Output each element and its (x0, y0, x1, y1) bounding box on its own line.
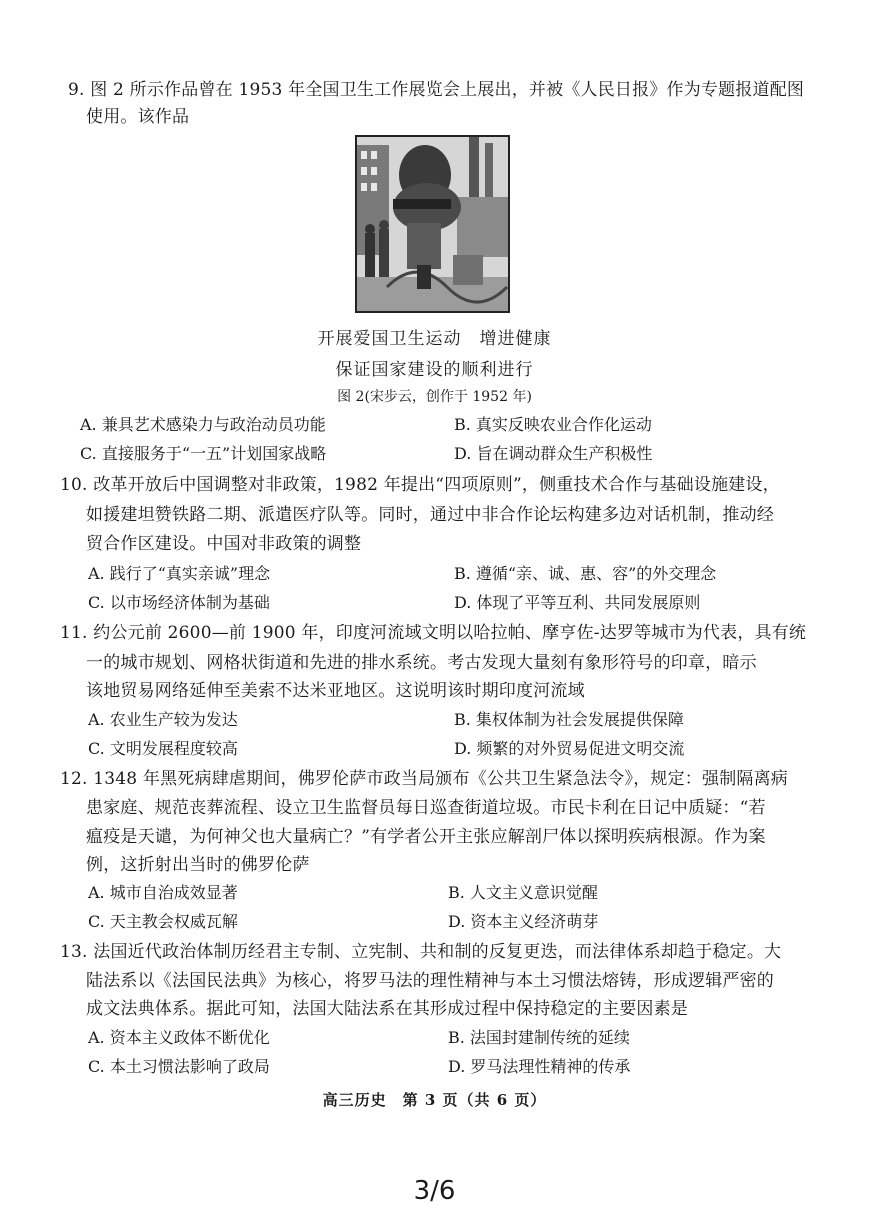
poster-illustration (357, 137, 508, 311)
q10-option-a: A. 践行了“真实亲诚”理念 (88, 564, 271, 583)
q9-stem-line1: 9. 图 2 所示作品曾在 1953 年全国卫生工作展览会上展出，并被《人民日报》作为专题报道配图 (68, 80, 805, 100)
page-indicator: 3/6 (413, 1176, 456, 1206)
q10-stem-line3: 贸合作区建设。中国对非政策的调整 (86, 534, 362, 554)
q11-option-c: C. 文明发展程度较高 (88, 739, 238, 758)
q13-stem-line2: 陆法系以《法国民法典》为核心，将罗马法的理性精神与本土习惯法熔铸，形成逻辑严密的 (86, 971, 774, 991)
page-footer: 高三历史 第 3 页（共 6 页） (322, 1091, 547, 1109)
q11-option-b: B. 集权体制为社会发展提供保障 (454, 710, 684, 729)
q9-option-a: A. 兼具艺术感染力与政治动员功能 (80, 415, 326, 434)
q12-stem-line4: 例，这折射出当时的佛罗伦萨 (86, 855, 310, 875)
q12-stem-line1: 12. 1348 年黑死病肆虐期间，佛罗伦萨市政当局颁布《公共卫生紧急法令》，规定：强制隔离病 (60, 769, 789, 789)
q10-option-c: C. 以市场经济体制为基础 (88, 593, 270, 612)
q9-option-c: C. 直接服务于“一五”计划国家战略 (80, 444, 327, 463)
q13-option-a: A. 资本主义政体不断优化 (88, 1028, 270, 1047)
q12-option-b: B. 人文主义意识觉醒 (448, 883, 598, 902)
figure-caption: 图 2(宋步云，创作于 1952 年) (337, 389, 532, 405)
q11-stem-line3: 该地贸易网络延伸至美索不达米亚地区。这说明该时期印度河流域 (86, 681, 585, 701)
q13-option-b: B. 法国封建制传统的延续 (448, 1028, 630, 1047)
q11-option-a: A. 农业生产较为发达 (88, 710, 238, 729)
q12-stem-line3: 瘟疫是天谴，为何神父也大量病亡？”有学者公开主张应解剖尸体以探明疾病根源。作为案 (86, 827, 766, 847)
poster-slogan-line1: 开展爱国卫生运动 增进健康 (317, 329, 552, 349)
q9-option-d: D. 旨在调动群众生产积极性 (454, 444, 653, 463)
q10-stem-line2: 如援建坦赞铁路二期、派遣医疗队等。同时，通过中非合作论坛构建多边对话机制，推动经 (86, 505, 774, 525)
q13-stem-line1: 13. 法国近代政治体制历经君主专制、立宪制、共和制的反复更迭，而法律体系却趋于稳定。大 (60, 942, 782, 962)
q12-option-c: C. 天主教会权威瓦解 (88, 912, 238, 931)
q9-option-b: B. 真实反映农业合作化运动 (454, 415, 652, 434)
q9-stem-line2: 使用。该作品 (86, 107, 190, 127)
q10-stem-line1: 10. 改革开放后中国调整对非政策，1982 年提出“四项原则”，侧重技术合作与基础设施建设， (60, 475, 780, 495)
q12-option-d: D. 资本主义经济萌芽 (448, 912, 599, 931)
q10-option-b: B. 遵循“亲、诚、惠、容”的外交理念 (454, 564, 717, 583)
q10-option-d: D. 体现了平等互利、共同发展原则 (454, 593, 701, 612)
q11-option-d: D. 频繁的对外贸易促进文明交流 (454, 739, 685, 758)
q13-option-c: C. 本土习惯法影响了政局 (88, 1057, 270, 1076)
q11-stem-line2: 一的城市规划、网格状街道和先进的排水系统。考古发现大量刻有象形符号的印章，暗示 (86, 653, 757, 673)
poster-slogan-line2: 保证国家建设的顺利进行 (335, 360, 534, 380)
q12-option-a: A. 城市自治成效显著 (88, 883, 238, 902)
poster-image (355, 135, 510, 313)
q12-stem-line2: 患家庭、规范丧葬流程、设立卫生监督员每日巡查街道垃圾。市民卡利在日记中质疑：“若 (86, 798, 766, 818)
q13-stem-line3: 成文法典体系。据此可知，法国大陆法系在其形成过程中保持稳定的主要因素是 (86, 999, 688, 1019)
q13-option-d: D. 罗马法理性精神的传承 (448, 1057, 631, 1076)
q11-stem-line1: 11. 约公元前 2600—前 1900 年，印度河流域文明以哈拉帕、摩亨佐-达罗等城市为代表，具有统 (60, 623, 807, 643)
